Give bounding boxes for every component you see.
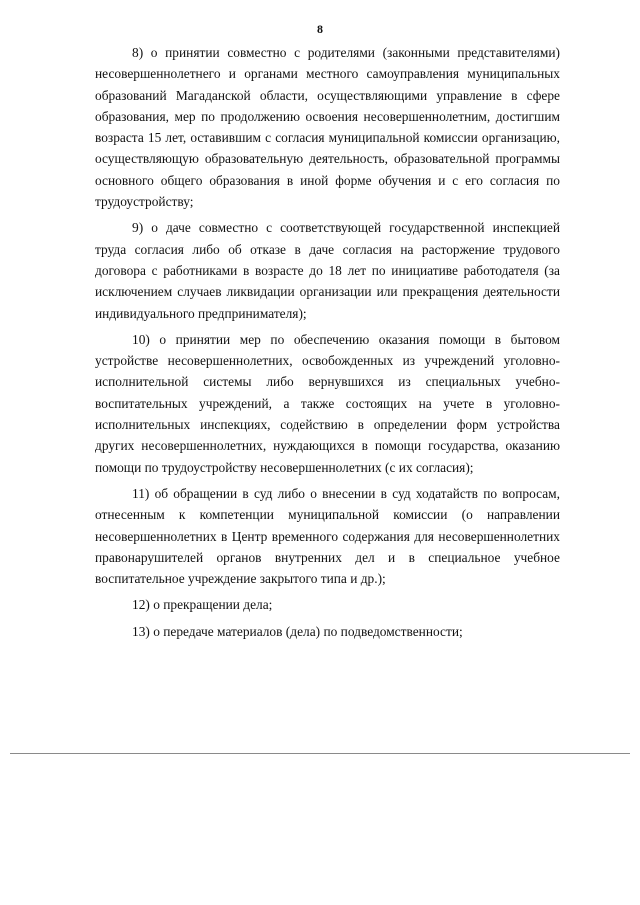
- paragraph-item-13: 13) о передаче материалов (дела) по подведомственности;: [132, 623, 463, 639]
- paragraph-item-11: 11) об обращении в суд либо о внесении в суд ходатайств по вопросам, отнесенным к компетенции муниципальной комиссии (о направлении несовершеннолетних в Центр временного содержания для несовершеннолетних правонарушителей органов внутренних дел и в специальное учебное воспитательное учреждение закрытого типа и др.);: [95, 485, 560, 587]
- paragraph-item-9: 9) о даче совместно с соответствующей государственной инспекцией труда согласия либо об отказе в даче согласия на расторжение трудового договора с работниками в возрасте до 18 лет по инициативе работодателя (за исключением случаев ликвидации организации или прекращения деятельности индивидуального предпринимателя);: [95, 220, 560, 321]
- page-number: 8: [317, 22, 323, 36]
- paragraph-item-10: 10) о принятии мер по обеспечению оказания помощи в бытовом устройстве несовершеннолетних, освобожденных из учреждений уголовно-исполнительной системы либо вернувшихся из специальных учебно-воспитательных учреждений, а также состоящих на учете в уголовно-исполнительных инспекциях, содействию в определении форм устройства других несовершеннолетних, нуждающихся в помощи государства, оказанию помощи по трудоустройству несовершеннолетних (с их согласия);: [95, 331, 560, 475]
- paragraph-item-8: 8) о принятии совместно с родителями (законными представителями) несовершеннолетнего и органами местного самоуправления муниципальных образований Магаданской области, осуществляющими управление в сфере образования, мер по продолжению освоения несовершеннолетним, достигшим возраста 15 лет, оставившим с согласия муниципальной комиссии организацию, осуществляющую образовательную деятельность, образовательной программы основного общего образования в иной форме обучения и с его согласия по трудоустройству;: [95, 45, 560, 210]
- page-divider-line: [10, 753, 630, 754]
- document-body: [95, 42, 560, 647]
- paragraph-item-12: 12) о прекращении дела;: [132, 597, 273, 613]
